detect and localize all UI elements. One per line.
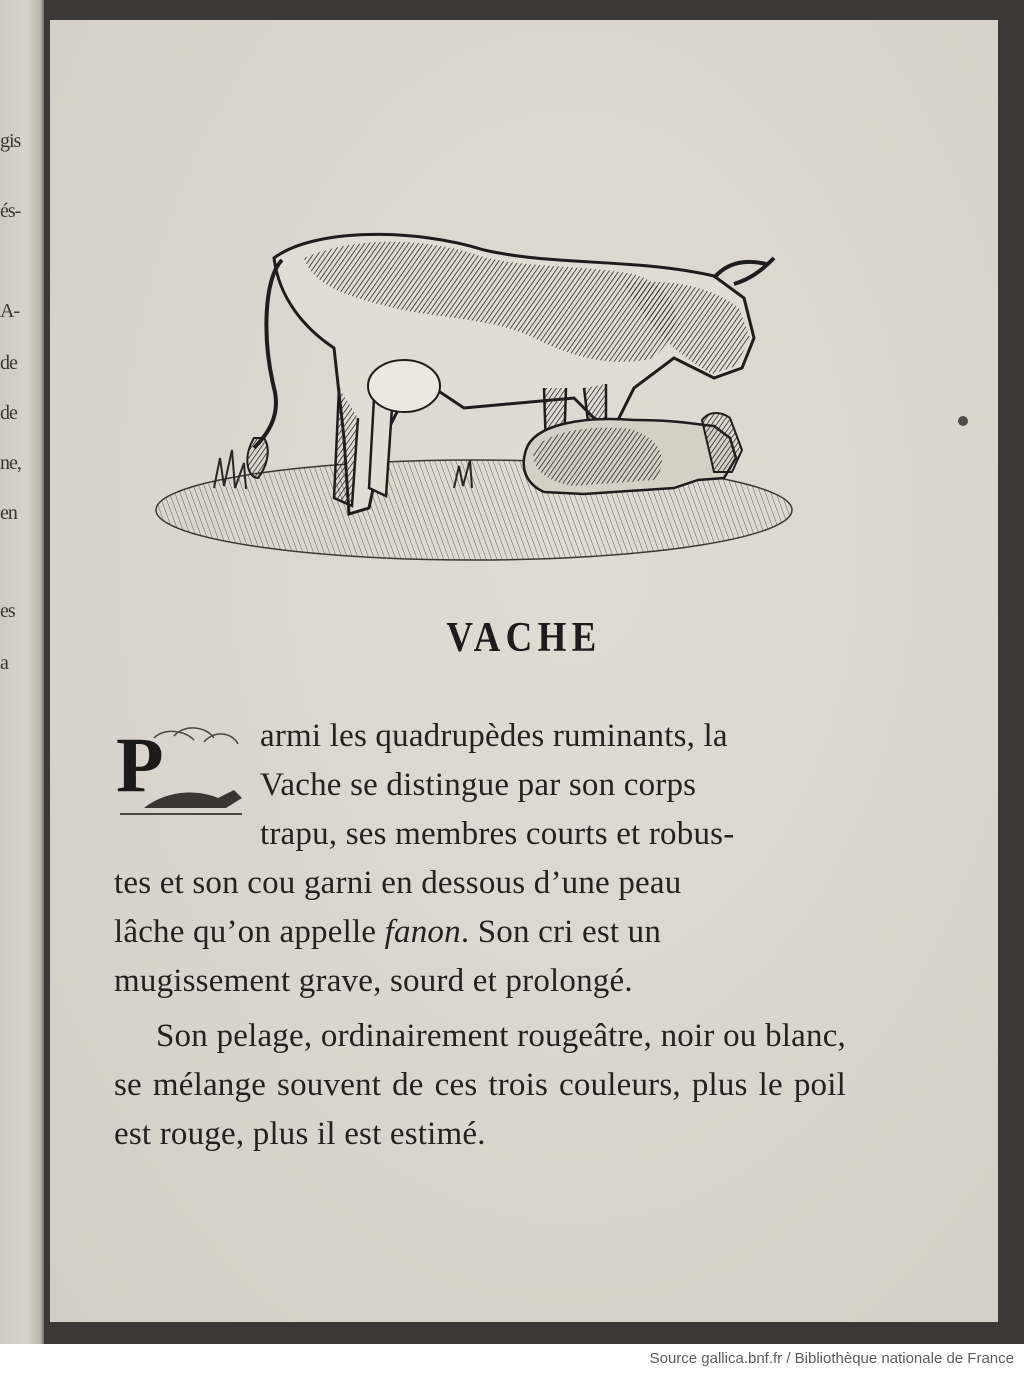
illustrated-dropcap xyxy=(114,718,246,822)
left-page-edge xyxy=(0,0,44,1344)
book-page xyxy=(50,20,998,1322)
left-page-fragment: a xyxy=(0,652,8,674)
page-title: VACHE xyxy=(446,615,602,661)
paragraph-2: Son pelage, ordinairement rougeâtre, noir ou blanc, se mélange souvent de ces trois couleurs, plus le poil est rouge, plus il est estimé. xyxy=(114,1018,846,1152)
left-page-fragment: A- xyxy=(0,300,20,322)
left-page-fragment: gis xyxy=(0,130,21,152)
left-page-fragment: de xyxy=(0,402,17,424)
paragraph-1-line: armi les quadrupèdes ruminants, la xyxy=(260,718,728,754)
left-page-fragment: en xyxy=(0,502,17,524)
left-page-fragment: ne, xyxy=(0,452,21,474)
paragraph-1-line: . Son cri est un xyxy=(460,914,662,950)
paragraph-1-line: tes et son cou garni en dessous d’une peau xyxy=(114,865,682,901)
paragraph-1-line: lâche qu’on appelle xyxy=(114,914,385,950)
cow-and-calf-engraving xyxy=(154,188,794,574)
dropcap-letter: P xyxy=(116,721,164,808)
paragraph-1 xyxy=(114,712,846,1006)
paragraph-1-line: Vache se distingue par son corps xyxy=(260,767,697,803)
source-credit: Source gallica.bnf.fr / Bibliothèque nationale de France xyxy=(649,1350,1014,1367)
paragraph-1-line: trapu, ses membres courts et robus- xyxy=(260,816,735,852)
italic-term: fanon xyxy=(384,914,461,950)
cow-tail xyxy=(254,260,282,448)
body-text xyxy=(114,712,846,1159)
left-page-fragment: es xyxy=(0,600,15,622)
ink-spot xyxy=(958,416,968,426)
calf-shading xyxy=(533,428,662,486)
cow-udder xyxy=(368,360,440,412)
paragraph-1-line: mugissement grave, sourd et prolongé. xyxy=(114,963,633,999)
left-page-fragment: de xyxy=(0,352,17,374)
left-page-fragment: és- xyxy=(0,200,21,222)
